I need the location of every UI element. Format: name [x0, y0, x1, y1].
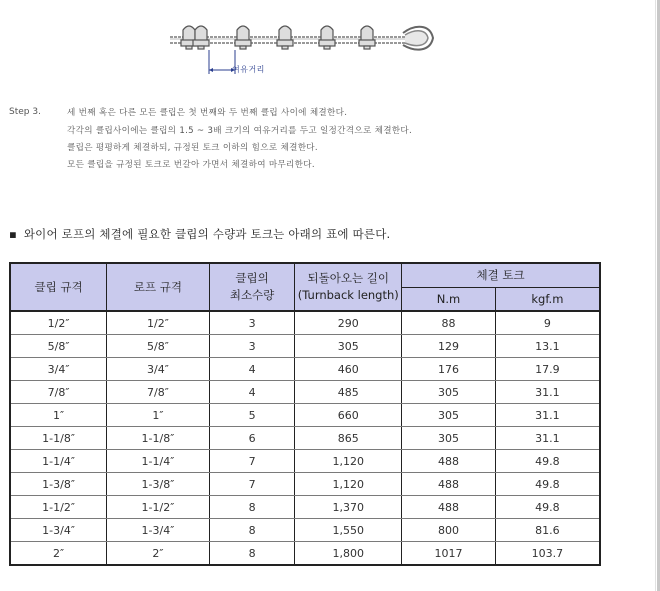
cell-clip-size: 3/4″: [10, 358, 107, 381]
cell-rope-size: 1-1/4″: [107, 450, 210, 473]
cell-torque-nm: 488: [402, 496, 496, 519]
cell-torque-nm: 129: [402, 335, 496, 358]
header-rope-size: 로프 규격: [107, 263, 210, 311]
cell-clip-size: 2″: [10, 542, 107, 566]
figure-label: 여유거리: [232, 65, 265, 74]
cell-clip-size: 1/2″: [10, 311, 107, 335]
header-torque: 체결 토크: [402, 263, 600, 287]
step-line: 클립은 평평하게 체결하되, 규정된 토크 이하의 힘으로 체결한다.: [67, 143, 318, 153]
cell-clip-size: 1-1/4″: [10, 450, 107, 473]
cell-min-qty: 8: [209, 519, 295, 542]
intro-text: 와이어 로프의 체결에 필요한 클립의 수량과 토크는 아래의 표에 따른다.: [23, 227, 391, 241]
cell-rope-size: 1/2″: [107, 311, 210, 335]
cell-torque-kgf: 9: [495, 311, 600, 335]
header-torque-nm: N.m: [402, 287, 496, 311]
table-row: [10, 427, 600, 450]
cell-min-qty: 5: [209, 404, 295, 427]
cell-torque-nm: 305: [402, 381, 496, 404]
cell-turnback: 485: [295, 381, 402, 404]
cell-rope-size: 2″: [107, 542, 210, 566]
cell-turnback: 1,800: [295, 542, 402, 566]
table-intro: [9, 226, 390, 242]
cell-min-qty: 7: [209, 450, 295, 473]
cell-torque-nm: 488: [402, 450, 496, 473]
cell-min-qty: 8: [209, 496, 295, 519]
wire-rope-clip-diagram: [165, 12, 440, 82]
table-row: [10, 450, 600, 473]
table-row: [10, 358, 600, 381]
cell-clip-size: 1-1/8″: [10, 427, 107, 450]
step-line: 세 번째 혹은 다른 모든 클립은 첫 번째와 두 번째 클립 사이에 체결한다.: [67, 108, 348, 118]
cell-torque-nm: 305: [402, 427, 496, 450]
cell-turnback: 660: [295, 404, 402, 427]
cell-torque-kgf: 31.1: [495, 404, 600, 427]
table-row: [10, 404, 600, 427]
step-line: 모든 클립을 규정된 토크로 번갈아 가면서 체결하여 마무리한다.: [67, 160, 315, 170]
cell-clip-size: 1-1/2″: [10, 496, 107, 519]
page-edge-line: [655, 0, 656, 591]
cell-torque-kgf: 49.8: [495, 450, 600, 473]
cell-min-qty: 3: [209, 311, 295, 335]
table-body: [10, 311, 600, 565]
cell-torque-nm: 800: [402, 519, 496, 542]
cell-rope-size: 1-3/8″: [107, 473, 210, 496]
cell-min-qty: 7: [209, 473, 295, 496]
wire-rope-clip-drawing: [165, 12, 440, 82]
cell-turnback: 305: [295, 335, 402, 358]
bullet-icon: ▪: [9, 227, 17, 241]
cell-torque-nm: 176: [402, 358, 496, 381]
clip-spec-table: [9, 262, 601, 566]
cell-rope-size: 1-1/8″: [107, 427, 210, 450]
header-torque-kgf: kgf.m: [495, 287, 600, 311]
cell-torque-kgf: 81.6: [495, 519, 600, 542]
cell-clip-size: 1-3/4″: [10, 519, 107, 542]
cell-turnback: 1,120: [295, 450, 402, 473]
cell-rope-size: 5/8″: [107, 335, 210, 358]
cell-min-qty: 4: [209, 358, 295, 381]
cell-torque-kgf: 17.9: [495, 358, 600, 381]
header-min-qty: 클립의 최소수량: [209, 263, 295, 311]
cell-torque-kgf: 49.8: [495, 496, 600, 519]
table-row: [10, 496, 600, 519]
table-row: [10, 311, 600, 335]
cell-clip-size: 7/8″: [10, 381, 107, 404]
cell-min-qty: 4: [209, 381, 295, 404]
cell-torque-kgf: 103.7: [495, 542, 600, 566]
cell-rope-size: 1″: [107, 404, 210, 427]
step-label: Step 3.: [9, 107, 41, 117]
table-row: [10, 381, 600, 404]
cell-rope-size: 1-3/4″: [107, 519, 210, 542]
cell-torque-nm: 488: [402, 473, 496, 496]
cell-torque-kgf: 31.1: [495, 381, 600, 404]
cell-torque-nm: 1017: [402, 542, 496, 566]
cell-rope-size: 3/4″: [107, 358, 210, 381]
table-row: [10, 519, 600, 542]
table-row: [10, 542, 600, 566]
cell-rope-size: 1-1/2″: [107, 496, 210, 519]
step-line: 각각의 클립사이에는 클립의 1.5 ~ 3배 크기의 여유거리를 두고 일정간격으로 체결한다.: [67, 126, 413, 136]
cell-turnback: 865: [295, 427, 402, 450]
cell-clip-size: 5/8″: [10, 335, 107, 358]
table-row: [10, 473, 600, 496]
cell-min-qty: 6: [209, 427, 295, 450]
cell-torque-kgf: 49.8: [495, 473, 600, 496]
cell-turnback: 290: [295, 311, 402, 335]
cell-turnback: 1,370: [295, 496, 402, 519]
cell-turnback: 460: [295, 358, 402, 381]
header-turnback: 되돌아오는 길이 (Turnback length): [295, 263, 402, 311]
cell-turnback: 1,120: [295, 473, 402, 496]
cell-torque-nm: 305: [402, 404, 496, 427]
cell-clip-size: 1-3/8″: [10, 473, 107, 496]
table-row: [10, 335, 600, 358]
cell-torque-kgf: 13.1: [495, 335, 600, 358]
header-clip-size: 클립 규격: [10, 263, 107, 311]
cell-turnback: 1,550: [295, 519, 402, 542]
cell-rope-size: 7/8″: [107, 381, 210, 404]
cell-min-qty: 3: [209, 335, 295, 358]
cell-torque-kgf: 31.1: [495, 427, 600, 450]
cell-clip-size: 1″: [10, 404, 107, 427]
cell-torque-nm: 88: [402, 311, 496, 335]
cell-min-qty: 8: [209, 542, 295, 566]
